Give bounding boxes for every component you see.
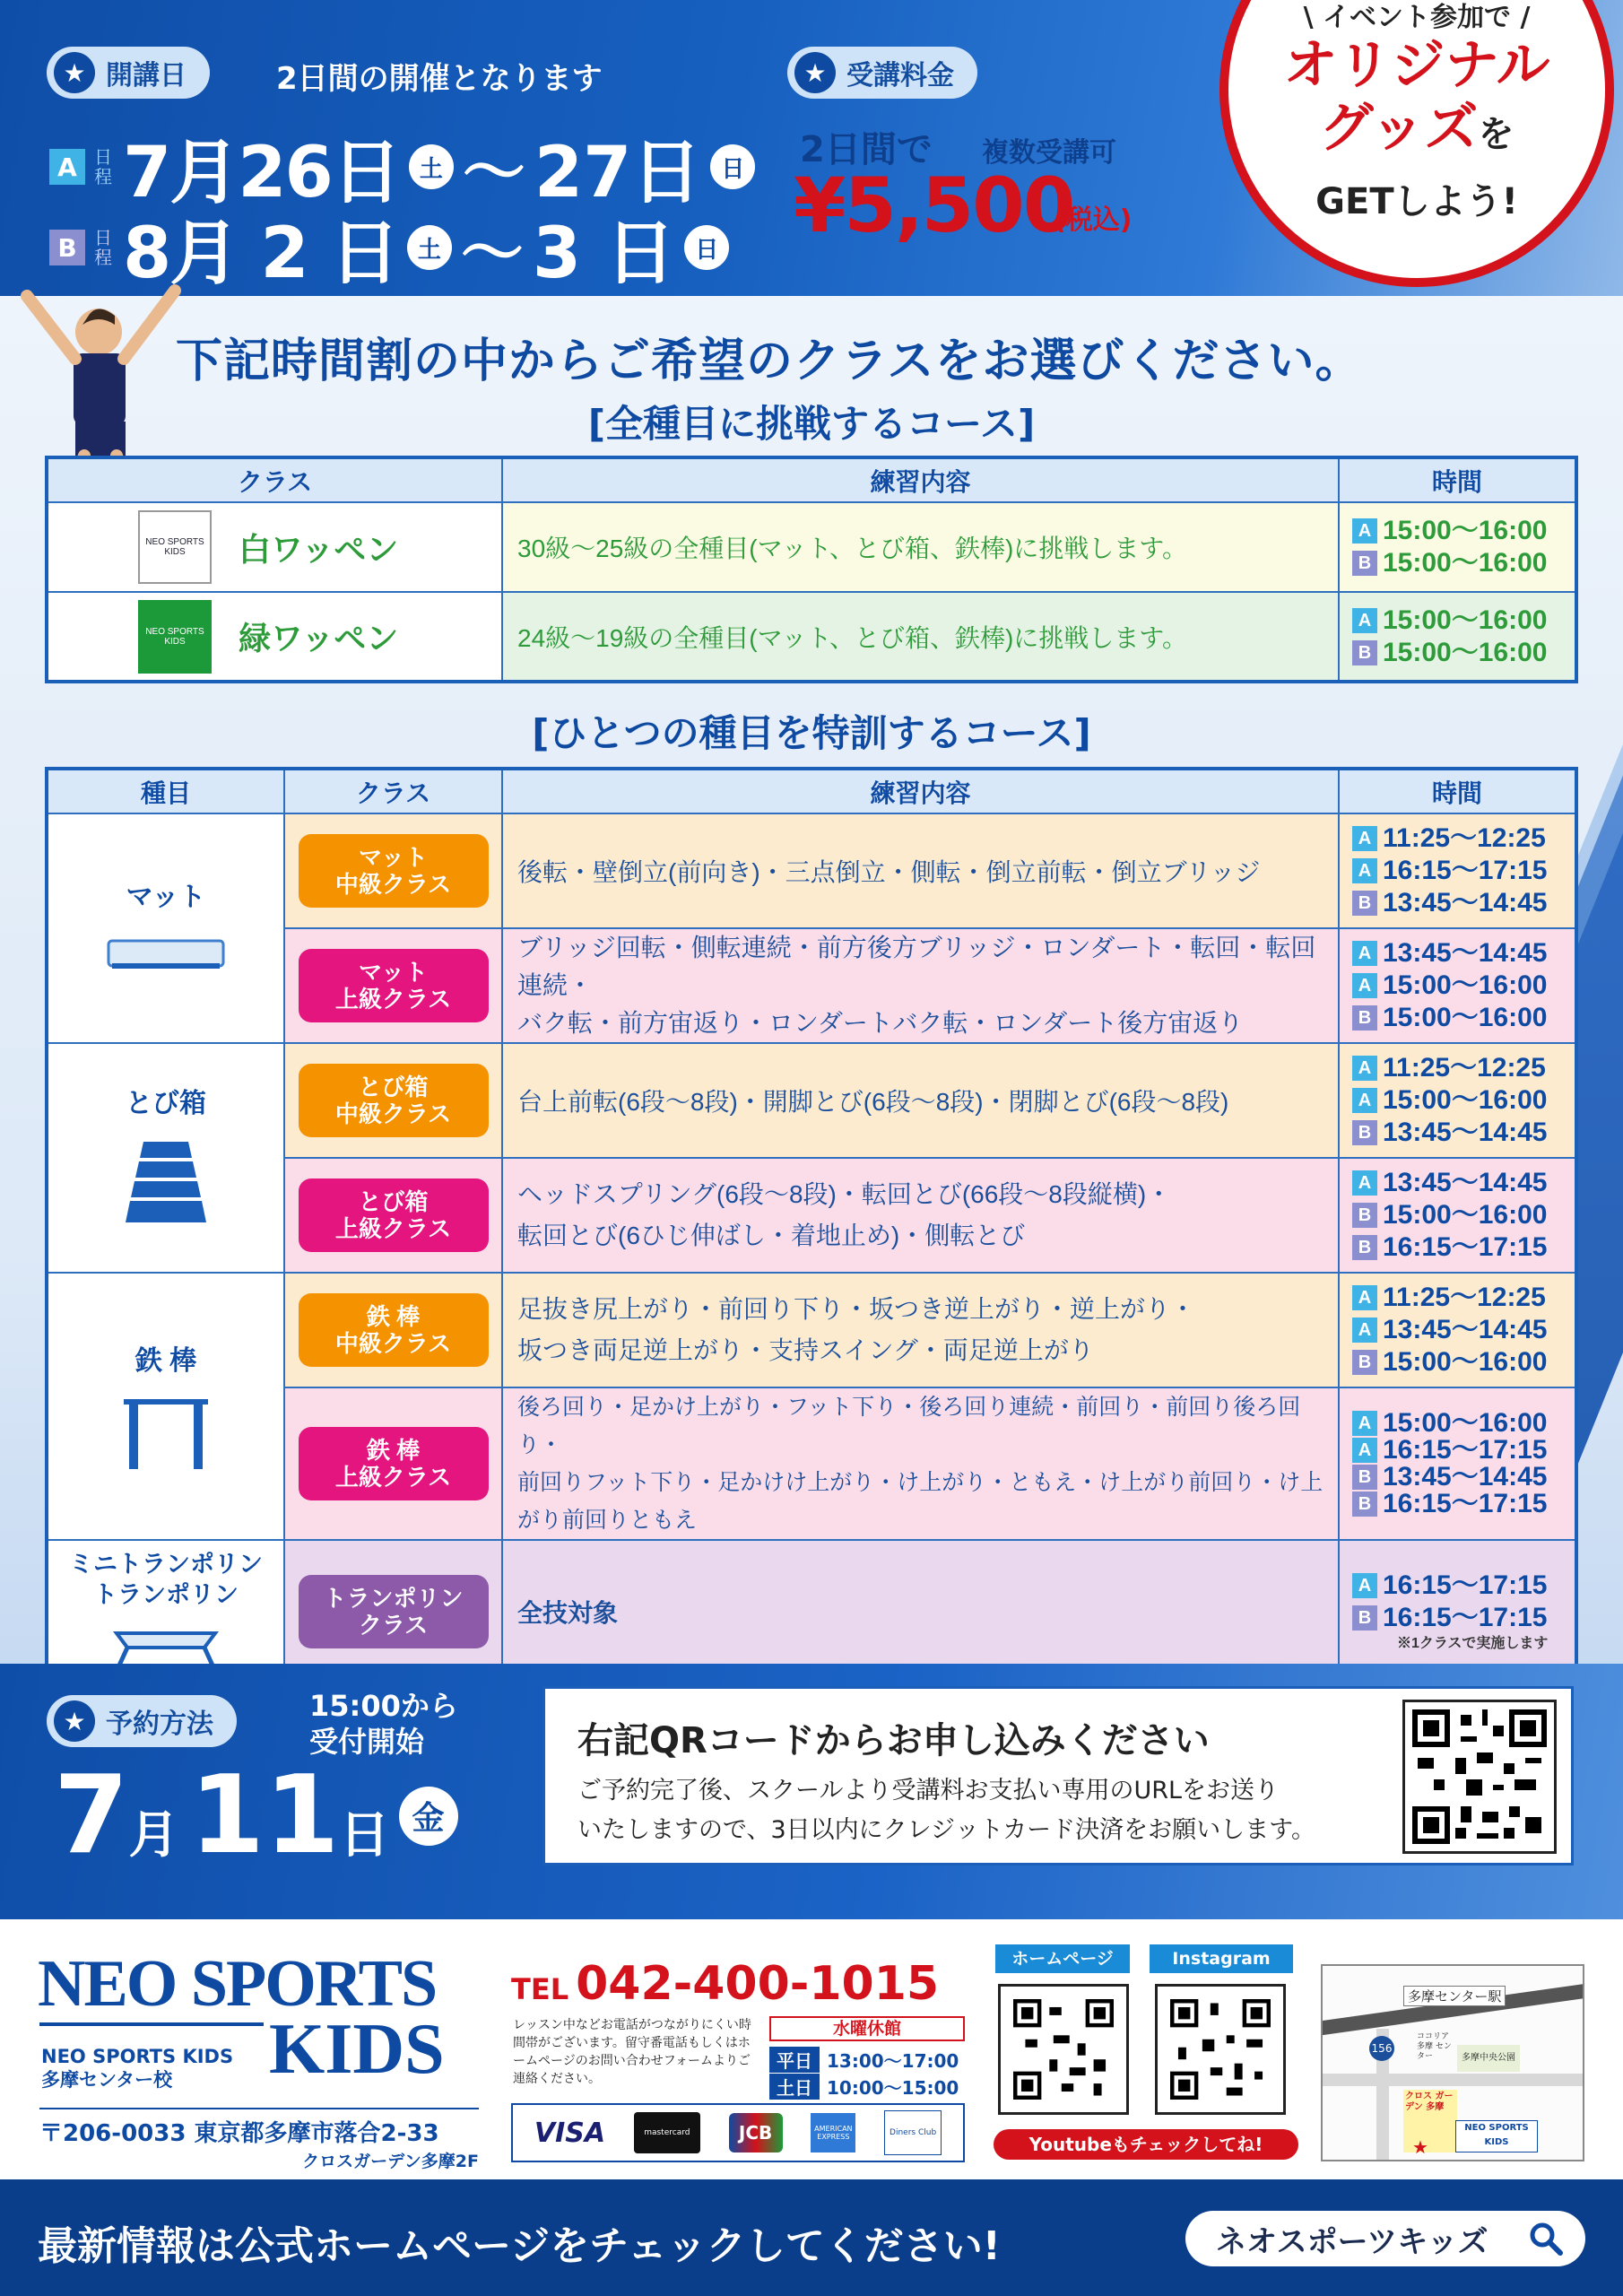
times-cell: A 11:25〜12:25 A 13:45〜14:45 B 15:00〜16:00 — [1339, 1273, 1576, 1387]
instagram-label: Instagram — [1150, 1944, 1293, 1973]
event-cell: ミニトランポリン トランポリン — [47, 1540, 284, 1683]
table-row — [47, 502, 1576, 592]
jcb-icon: JCB — [729, 2113, 783, 2152]
green-patch-badge: NEO SPORTS KIDS — [138, 600, 212, 674]
table-row — [47, 813, 1576, 928]
table-row — [47, 1540, 1576, 1683]
main-title: 下記時間割の中からご希望のクラスをお選びください。 — [176, 335, 1363, 388]
schedule-b: B 日程 8月 2 日 土 〜 3 日 日 — [49, 197, 729, 298]
access-map[interactable] — [1321, 1964, 1584, 2161]
fee-amount: ¥5,500 — [794, 161, 1074, 249]
reservation-date: 7 月 11 日 金 — [54, 1753, 458, 1878]
weekday-hours: 平日 13:00〜17:00 — [769, 2047, 959, 2073]
bottom-message: 最新情報は公式ホームページをチェックしてください! — [38, 2223, 1001, 2269]
route-sign: 156 — [1369, 2036, 1394, 2061]
homepage-qr-code[interactable] — [998, 1984, 1129, 2115]
weekend-hours: 土日 10:00〜15:00 — [769, 2074, 959, 2100]
times-cell: A 15:00〜16:00 B 15:00〜16:00 — [1339, 502, 1576, 592]
content-cell: 24級〜19級の全種目(マット、とび箱、鉄棒)に挑戦します。 — [502, 592, 1339, 682]
closed-day: 水曜休館 — [769, 2016, 965, 2041]
times-cell: A 11:25〜12:25 A 15:00〜16:00 B 13:45〜14:45 — [1339, 1043, 1576, 1158]
content-cell: 全技対象 — [502, 1540, 1339, 1683]
times-cell: A 15:00〜16:00 A 16:15〜17:15 B 13:45〜14:45 B 16:15〜17:15 — [1339, 1387, 1576, 1540]
fee-pill: ★ 受講料金 — [787, 47, 977, 99]
logo-kids: KIDS — [269, 2010, 445, 2089]
search-box[interactable] — [1185, 2211, 1585, 2266]
mastercard-icon: mastercard — [634, 2112, 700, 2153]
content-cell: 台上前転(6段〜8段)・開脚とび(6段〜8段)・閉脚とび(6段〜8段) — [502, 1043, 1339, 1158]
trampoline-icon — [108, 1615, 224, 1669]
homepage-label: ホームページ — [995, 1944, 1130, 1973]
class-label-trampoline[interactable]: トランポリン クラス — [299, 1575, 489, 1648]
event-cell: マット — [47, 813, 284, 1043]
white-patch-badge: NEO SPORTS KIDS — [138, 510, 212, 584]
search-icon — [1528, 2221, 1564, 2257]
content-cell: 後転・壁倒立(前向き)・三点倒立・側転・倒立前転・倒立ブリッジ — [502, 813, 1339, 928]
fee-days: 2日間で — [800, 129, 933, 170]
mat-icon — [103, 934, 229, 978]
class-label-mat-mid[interactable]: マット 中級クラス — [299, 834, 489, 908]
times-cell: A 16:15〜17:15 B 16:15〜17:15 ※1クラスで実施します — [1339, 1540, 1576, 1683]
schedule-a: A 日程 7月26日 土 〜 27日 日 — [49, 117, 755, 217]
ecopia-label: ココリア 多摩 センター — [1417, 2032, 1452, 2061]
content-cell: 足抜き尻上がり・前回り下り・坂つき逆上がり・逆上がり・ 坂つき両足逆上がり・支持スイング・両足逆上がり — [502, 1273, 1339, 1387]
table-header-row: クラス 練習内容 時間 — [47, 457, 1576, 502]
course2-title: [ひとつの種目を特訓するコース] — [532, 711, 1091, 755]
location-star-icon: ★ — [1412, 2136, 1428, 2158]
table-header-row: 種目 クラス 練習内容 時間 — [47, 769, 1576, 813]
open-day-pill: ★ 開講日 — [47, 47, 210, 99]
table-row — [47, 1043, 1576, 1158]
search-text: ネオスポーツキッズ — [1216, 2223, 1488, 2260]
star-icon: ★ — [54, 1700, 95, 1742]
class-label-bar-mid[interactable]: 鉄 棒 中級クラス — [299, 1293, 489, 1367]
diners-icon: Diners Club — [884, 2110, 942, 2155]
phone-note: レッスン中などお電話がつながりにくい時間帯がございます。留守番電話もしくはホームページのお問い合わせフォームよりご連絡ください。 — [513, 2018, 751, 2086]
content-cell: ヘッドスプリング(6段〜8段)・転回とび(66段〜8段縦横)・ 転回とび(6ひじ伸ばし・着地止め)・側転とび — [502, 1158, 1339, 1273]
class-label-box-adv[interactable]: とび箱 上級クラス — [299, 1178, 489, 1252]
table-row — [47, 592, 1576, 682]
reservation-pill: ★ 予約方法 — [47, 1695, 237, 1747]
map-logo: NEO SPORTS KIDS — [1455, 2120, 1538, 2152]
youtube-banner[interactable]: Youtubeもチェックしてね! — [994, 2129, 1298, 2160]
phone[interactable]: TEL 042-400-1015 — [511, 1957, 940, 2011]
times-cell: A 13:45〜14:45 A 15:00〜16:00 B 15:00〜16:00 — [1339, 928, 1576, 1043]
table-row — [47, 1273, 1576, 1387]
vaulting-box-icon — [117, 1133, 215, 1231]
park-label: 多摩中央公園 — [1457, 2045, 1520, 2072]
content-cell: ブリッジ回転・側転連続・前方後方ブリッジ・ロンダート・転回・転回連続・ バク転・前方宙返り・ロンダートバク転・ロンダート後方宙返り — [502, 928, 1339, 1043]
content-cell: 後ろ回り・足かけ上がり・フット下り・後ろ回り連続・前回り・前回り後ろ回り・ 前回りフット下り・足かけけ上がり・け上がり・ともえ・け上がり前回り・け上がり前回りともえ — [502, 1387, 1339, 1540]
reservation-qr-code[interactable] — [1402, 1700, 1557, 1854]
amex-icon: AMERICAN EXPRESS — [811, 2113, 855, 2152]
reservation-start: 15:00から 受付開始 — [309, 1689, 458, 1759]
class-label-mat-adv[interactable]: マット 上級クラス — [299, 949, 489, 1022]
times-cell: A 11:25〜12:25 A 16:15〜17:15 B 13:45〜14:45 — [1339, 813, 1576, 928]
horizontal-bar-icon — [117, 1390, 215, 1471]
course1-title: [全種目に挑戦するコース] — [587, 402, 1036, 446]
star-icon: ★ — [54, 52, 95, 93]
station-label: 多摩センター駅 — [1403, 1986, 1506, 2006]
class-label-box-mid[interactable]: とび箱 中級クラス — [299, 1064, 489, 1137]
open-day-note: 2日間の開催となります — [276, 61, 603, 97]
cross-garden-label: クロス ガーデン 多摩 — [1403, 2090, 1457, 2152]
event-cell: とび箱 — [47, 1043, 284, 1273]
class-name: 緑ワッペン — [239, 620, 399, 657]
times-cell: A 13:45〜14:45 B 15:00〜16:00 B 16:15〜17:15 — [1339, 1158, 1576, 1273]
visa-icon: VISA — [534, 2117, 606, 2149]
goods-badge: \ イベント参加で / オリジナル グッズを GETしよう! — [1219, 0, 1614, 287]
logo-rule — [39, 2022, 264, 2026]
fee-tax: (税込) — [1054, 204, 1133, 236]
logo-neo-sports: NEO SPORTS — [38, 1947, 437, 2021]
logo-sub: NEO SPORTS KIDS 多摩センター校 — [41, 2046, 234, 2091]
content-cell: 30級〜25級の全種目(マット、とび箱、鉄棒)に挑戦します。 — [502, 502, 1339, 592]
address: 〒206-0033 東京都多摩市落合2-33 クロスガーデン多摩2F — [39, 2108, 479, 2172]
times-cell: A 15:00〜16:00 B 15:00〜16:00 — [1339, 592, 1576, 682]
class-label-bar-adv[interactable]: 鉄 棒 上級クラス — [299, 1427, 489, 1500]
course1-table — [45, 456, 1578, 683]
qr-instructions-box: 右記QRコードからお申し込みください ご予約完了後、スクールより受講料お支払い専用のURLをお送り いたしますので、3日以内にクレジットカード決済をお願いします。 — [542, 1686, 1574, 1866]
course2-table — [45, 767, 1578, 1685]
fee-multi: 複数受講可 — [982, 137, 1116, 169]
payment-cards — [511, 2103, 965, 2162]
goods-top: \ イベント参加で / — [1303, 2, 1531, 33]
star-icon: ★ — [794, 52, 836, 93]
instagram-qr-code[interactable] — [1155, 1984, 1286, 2115]
class-name: 白ワッペン — [239, 530, 399, 568]
event-cell: 鉄 棒 — [47, 1273, 284, 1540]
